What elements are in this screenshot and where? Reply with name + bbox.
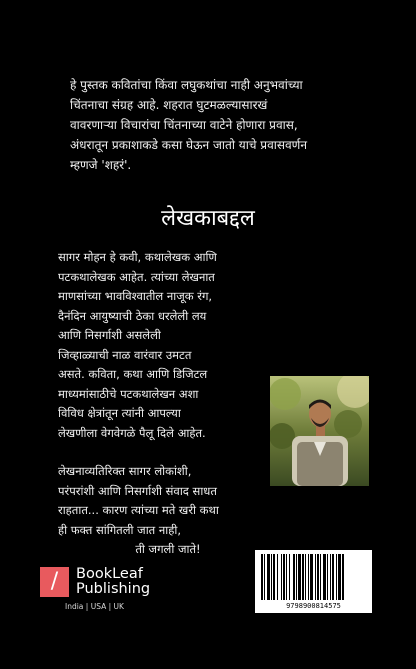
publisher-name xyxy=(76,567,206,597)
about-author-heading: लेखकाबद्दल xyxy=(161,206,255,231)
blurb-line: चिंतनाचा संग्रह आहे. शहरात घुटमळल्यासारखं xyxy=(70,98,268,112)
barcode-bar xyxy=(320,554,321,600)
bio-line: राहतात... कारण त्यांच्या मते खरी कथा xyxy=(58,503,219,517)
publisher-logo-mark: / xyxy=(40,567,69,597)
back-cover-blurb xyxy=(70,75,370,175)
barcode-bar xyxy=(330,554,331,600)
barcode-bar xyxy=(305,554,306,600)
barcode-bar xyxy=(298,554,301,600)
barcode-bar xyxy=(271,554,272,600)
author-photo xyxy=(270,376,369,486)
barcode-bar xyxy=(310,554,313,600)
bio-line: माणसांच्या भावविश्वातील नाजूक रंग, xyxy=(58,289,213,303)
bio-line: ही फक्त सांगितली जात नाही, xyxy=(58,522,181,537)
barcode-bar xyxy=(336,554,337,600)
blurb-line: वावरणाऱ्या विचारांचा चिंतनाच्या वाटेने होणारा प्रवास, xyxy=(70,118,298,132)
bio-line: परंपरांशी आणि निसर्गाशी संवाद साधत xyxy=(58,483,217,498)
barcode-bars xyxy=(255,550,372,602)
barcode-bar xyxy=(308,554,309,600)
bio-line: माध्यमांसाठीचे पटकथालेखन अशा xyxy=(58,386,199,401)
barcode-bar xyxy=(315,554,316,600)
barcode-bar xyxy=(283,554,285,600)
publisher-name-line1: BookLeaf xyxy=(76,566,143,582)
barcode-bar xyxy=(289,554,290,600)
barcode-bar xyxy=(332,554,334,600)
blurb-line: हे पुस्तक कवितांचा किंवा लघुकथांचा नाही अनुभवांच्या xyxy=(70,78,303,92)
bio-line: सागर मोहन हे कवी, कथालेखक आणि xyxy=(58,250,217,264)
author-bio xyxy=(58,248,278,560)
barcode-bar xyxy=(327,554,328,600)
bio-line: पटकथालेखक आहेत. त्यांच्या लेखनात xyxy=(58,269,215,284)
barcode-bar xyxy=(338,554,341,600)
barcode-bar xyxy=(296,554,297,600)
barcode-bar xyxy=(273,554,275,600)
barcode-bar xyxy=(267,554,270,600)
barcode-bar xyxy=(302,554,304,600)
barcode-bar xyxy=(286,554,287,600)
bio-line: दैनंदिन आयुष्याची ठेका धरलेली लय xyxy=(58,308,207,323)
bio-line: जिव्हाळ्याची नाळ वारंवार उमटत xyxy=(58,347,192,362)
barcode-bar xyxy=(317,554,319,600)
bio-line: असते. कविता, कथा आणि डिजिटल xyxy=(58,367,208,381)
bio-line: विविध क्षेत्रांतून त्यांनी आपल्या xyxy=(58,406,181,420)
barcode-bar xyxy=(281,554,282,600)
barcode-bar xyxy=(264,554,265,600)
barcode-bar xyxy=(277,554,278,600)
isbn-number: 9798900814575 xyxy=(286,602,341,610)
bio-line: आणि निसर्गाशी असलेली xyxy=(58,328,161,342)
barcode-bar xyxy=(323,554,326,600)
blurb-line: म्हणजे 'शहरं'. xyxy=(70,158,132,172)
barcode-bar xyxy=(293,554,295,600)
bio-line: लेखणीला वेगवेगळे पैलू दिले आहेत. xyxy=(58,425,206,440)
author-photo-illustration xyxy=(270,376,369,486)
paragraph-gap xyxy=(58,443,278,462)
barcode-bar xyxy=(342,554,344,600)
bio-line: ती जगली जाते! xyxy=(135,542,201,556)
publisher-name-line2: Publishing xyxy=(76,581,151,597)
isbn-barcode xyxy=(255,550,372,613)
publisher-regions: India | USA | UK xyxy=(65,602,124,611)
barcode-bar xyxy=(261,554,263,600)
blurb-line: अंधरातून प्रकाशाकडे कसा घेऊन जातो याचे प्रवासवर्णन xyxy=(70,138,307,152)
bio-line: लेखनाव्यतिरिक्त सागर लोकांशी, xyxy=(58,464,192,478)
